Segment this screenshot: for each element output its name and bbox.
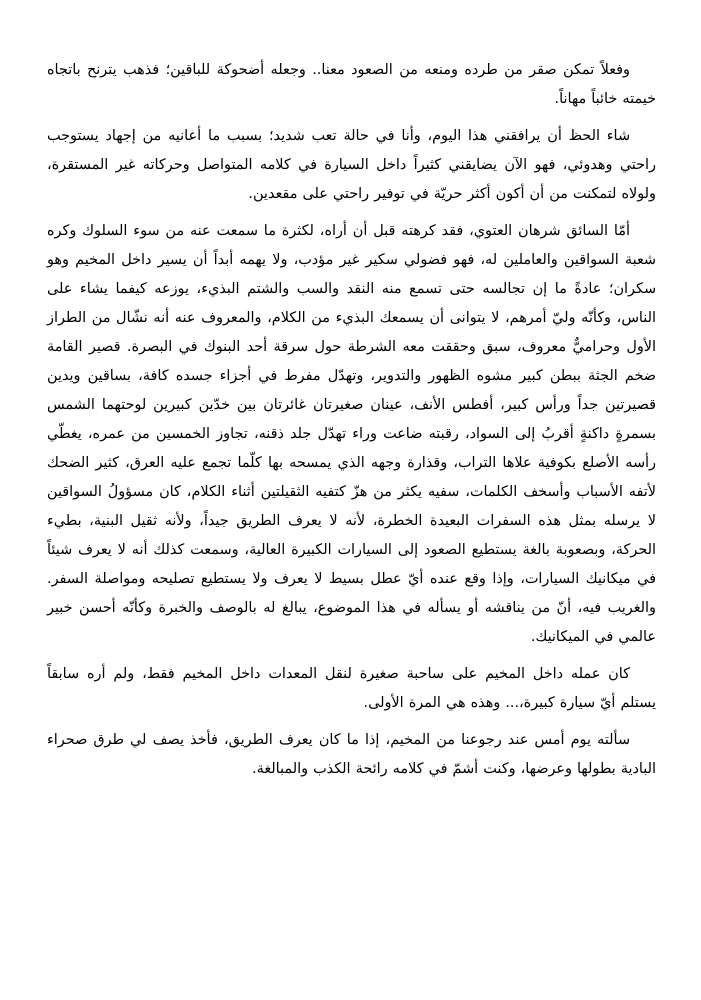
paragraph-3: أمّا السائق شرهان العتوي، فقد كرهته قبل أن أراه، لكثرة ما سمعت عنه من سوء السلوك وكره شعبة السواقين والعاملين له، فهو فضولي سكير غير مؤدب، ولا يهمه أبداً أن يسير داخل المخيم وهو سكران؛ عادةً ما إن تجالسه حتى تسمع منه النقد والسب والشتم البذيء، يوزعه كيفما يشاء على الناس، وكأنّه وليّ أمرهم، لا يتوانى أن يسمعك البذيء من الكلام، والمعروف عنه أنه نشّال من الطراز الأول وحراميٌّ معروف، سبق وحققت معه الشرطة حول سرقة أحد البنوك في البصرة. قصير القامة ضخم الجثة ببطن كبير مشوه الظهور والتدوير، وتهدّل مفرط في أجزاء جسده كافة، بساقين ويدين قصيرتين جداً ورأس كبير، أفطس الأنف، عينان صغيرتان غائرتان بين خدّين كبيرين لوحتهما الشمس بسمرةٍ داكنةٍ أقربُ إلى السواد، رقبته ضاعت وراء تهدّل جلد ذقنه، تجاوز الخمسين من عمره، يغطّي رأسه الأصلع بكوفية علاها التراب، وقذارة وجهه الذي يمسحه بها كلّما تجمع عليه العرق، كثير الضحك لأتفه الأسباب وأسخف الكلمات، سفيه يكثر من هزّ كتفيه الثقيلتين أثناء الكلام، كان مسؤولُ السواقين لا يرسله بمثل هذه السفرات البعيدة الخطرة، لأنه لا يعرف الطريق جيداً، ولأنه ثقيل البنية، بطيء الحركة، وبصعوبة بالغة يستطيع الصعود إلى السيارات الكبيرة العالية، وسمعت كذلك أنه لا يعرف شيئاً في ميكانيك السيارات، وإذا وقع عنده أيّ عطل بسيط لا يعرف ولا يستطيع تصليحه ومواصلة السفر. والغريب فيه، أنّ من يناقشه أو يسأله في هذا الموضوع، يبالغ له بالوصف والخبرة وكأنّه أحسن خبير عالمي في الميكانيك.: [47, 223, 656, 645]
document-page: [47, 56, 656, 792]
paragraph-4: كان عمله داخل المخيم على ساحبة صغيرة لنقل المعدات داخل المخيم فقط، ولم أره سابقاً يستلم أيّ سيارة كبيرة،... وهذه هي المرة الأولى.: [47, 666, 656, 711]
paragraph-1: وفعلاً تمكن صقر من طرده ومنعه من الصعود معنا.. وجعله أضحوكة للباقين؛ فذهب يترنح باتجاه خيمته خائباً مهاناً.: [47, 62, 656, 107]
paragraph-2: شاء الحظ أن يرافقني هذا اليوم، وأنا في حالة تعب شديد؛ بسبب ما أعانيه من إجهاد يستوجب راحتي وهدوئي، فهو الآن يضايقني كثيراً داخل السيارة في كلامه المتواصل وحركاته غير المستقرة، ولولاه لتمكنت من أن أكون أكثر حريّة في توفير راحتي على مقعدين.: [47, 128, 656, 202]
paragraph-5: سألته يوم أمس عند رجوعنا من المخيم، إذا ما كان يعرف الطريق، فأخذ يصف لي طرق صحراء البادية بطولها وعرضها، وكنت أشمّ في كلامه رائحة الكذب والمبالغة.: [47, 732, 656, 777]
